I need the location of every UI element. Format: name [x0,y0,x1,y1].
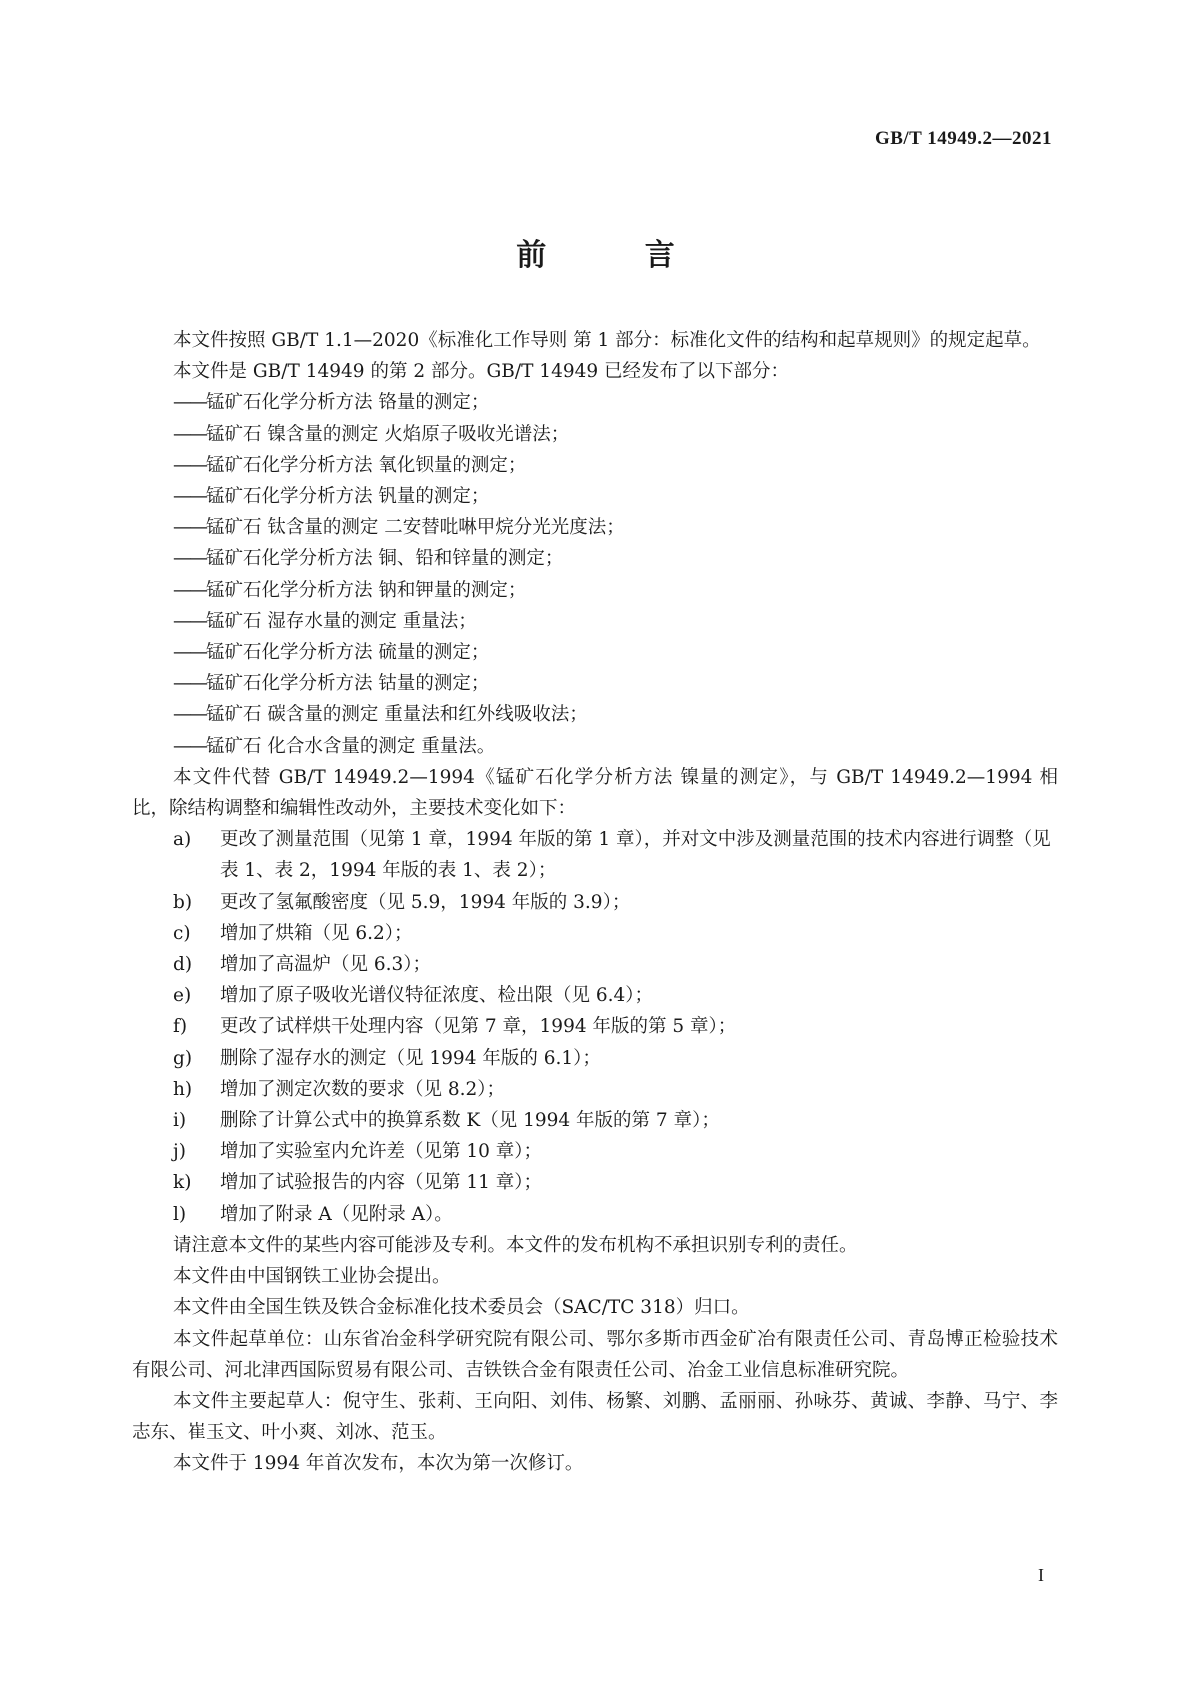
change-item: f) 更改了试样烘干处理内容（见第 7 章，1994 年版的第 5 章）； [173,1016,737,1038]
list-item: ——锰矿石 镍含量的测定 火焰原子吸收光谱法； [173,423,570,445]
list-item: ——锰矿石 碳含量的测定 重量法和红外线吸收法； [173,704,588,726]
change-item: l) 增加了附录 A（见附录 A）。 [173,1203,453,1225]
changes-list [132,824,1058,1230]
list-item: ——锰矿石化学分析方法 钠和钾量的测定； [173,579,527,601]
change-item: d) 增加了高温炉（见 6.3）； [173,954,432,976]
change-item: i) 删除了计算公式中的换算系数 K（见 1994 年版的第 7 章）； [173,1110,720,1132]
change-item: a) 更改了测量范围（见第 1 章，1994 年版的第 1 章），并对文中涉及测量范围的技术内容进行调整（见表 1、表 2，1994 年版的表 1、表 2）； [173,829,1051,882]
change-item: c) 增加了烘箱（见 6.2）； [173,922,413,944]
list-item: ——锰矿石 钛含量的测定 二安替吡啉甲烷分光光度法； [173,517,625,539]
standard-code: GB/T 14949.2—2021 [874,128,1052,149]
proposer-paragraph: 本文件由中国钢铁工业协会提出。 [173,1266,451,1288]
intro-paragraph: 本文件是 GB/T 14949 的第 2 部分。GB/T 14949 已经发布了以下部分： [173,361,790,383]
parts-list [132,387,1058,761]
list-item: ——锰矿石化学分析方法 钒量的测定； [173,486,490,508]
change-item: j) 增加了实验室内允许差（见第 10 章）； [173,1141,543,1163]
list-item: ——锰矿石化学分析方法 硫量的测定； [173,642,490,664]
history-paragraph: 本文件于 1994 年首次发布，本次为第一次修订。 [173,1453,584,1475]
replace-paragraph: 本文件代替 GB/T 14949.2—1994《锰矿石化学分析方法 镍量的测定》，与 GB/T 14949.2—1994 相比，除结构调整和编辑性改动外，主要技术变化如下： [132,766,1058,820]
change-item: h) 增加了测定次数的要求（见 8.2）； [173,1078,506,1100]
change-item: k) 增加了试验报告的内容（见第 11 章）； [173,1172,543,1194]
page-title: 前 言 [516,238,719,273]
change-item: e) 增加了原子吸收光谱仪特征浓度、检出限（见 6.4）； [173,985,654,1007]
list-item: ——锰矿石化学分析方法 铜、铅和锌量的测定； [173,548,564,570]
committee-paragraph: 本文件由全国生铁及铁合金标准化技术委员会（SAC/TC 318）归口。 [173,1297,750,1319]
list-item: ——锰矿石化学分析方法 氧化钡量的测定； [173,454,527,476]
list-item: ——锰矿石化学分析方法 铬量的测定； [173,392,490,414]
page-number: I [1038,1565,1044,1585]
foreword-body [132,325,1058,1480]
drafters-paragraph: 本文件主要起草人：倪守生、张莉、王向阳、刘伟、杨繁、刘鹏、孟丽丽、孙咏芬、黄诚、李静、马宁、李志东、崔玉文、叶小爽、刘冰、范玉。 [132,1390,1058,1444]
change-item: g) 删除了湿存水的测定（见 1994 年版的 6.1）； [173,1047,601,1069]
drafting-units-paragraph: 本文件起草单位：山东省冶金科学研究院有限公司、鄂尔多斯市西金矿冶有限责任公司、青岛博正检验技术有限公司、河北津西国际贸易有限公司、吉铁铁合金有限责任公司、冶金工业信息标准研究院。 [132,1328,1058,1381]
patent-notice: 请注意本文件的某些内容可能涉及专利。本文件的发布机构不承担识别专利的责任。 [173,1234,858,1256]
list-item: ——锰矿石 化合水含量的测定 重量法。 [173,735,496,757]
list-item: ——锰矿石化学分析方法 钴量的测定； [173,673,490,695]
intro-paragraph: 本文件按照 GB/T 1.1—2020《标准化工作导则 第 1 部分：标准化文件的结构和起草规则》的规定起草。 [173,330,1041,351]
change-item: b) 更改了氢氟酸密度（见 5.9，1994 年版的 3.9）； [173,891,631,913]
list-item: ——锰矿石 湿存水量的测定 重量法； [173,610,477,632]
